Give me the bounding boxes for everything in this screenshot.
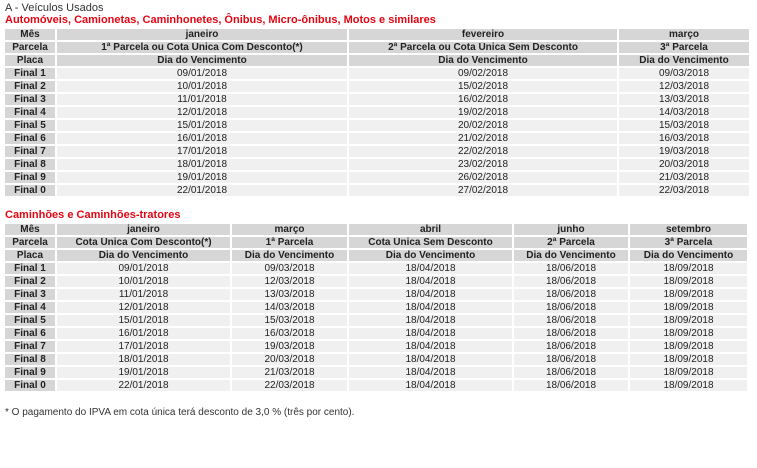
month-header: março — [619, 29, 749, 40]
date-cell: 18/09/2018 — [630, 341, 747, 352]
date-cell: 22/03/2018 — [232, 380, 347, 391]
date-cell: 18/06/2018 — [514, 302, 628, 313]
due-header: Dia do Vencimento — [619, 55, 749, 66]
date-cell: 18/09/2018 — [630, 380, 747, 391]
date-cell: 18/04/2018 — [349, 302, 512, 313]
date-cell: 18/04/2018 — [349, 276, 512, 287]
placa-cell: Final 0 — [5, 380, 55, 391]
date-cell: 12/03/2018 — [232, 276, 347, 287]
date-cell: 18/04/2018 — [349, 354, 512, 365]
table-row — [5, 328, 747, 339]
label-parcela: Parcela — [5, 42, 55, 53]
date-cell: 21/02/2018 — [349, 133, 617, 144]
date-cell: 19/03/2018 — [619, 146, 749, 157]
table-row — [5, 276, 747, 287]
date-cell: 09/03/2018 — [232, 263, 347, 274]
footnote: * O pagamento do IPVA em cota única terá desconto de 3,0 % (três por cento). — [5, 407, 355, 418]
date-cell: 18/01/2018 — [57, 159, 347, 170]
date-cell: 19/02/2018 — [349, 107, 617, 118]
parcela-header: Cota Única Com Desconto(*) — [57, 237, 230, 248]
date-cell: 18/06/2018 — [514, 354, 628, 365]
date-cell: 18/09/2018 — [630, 302, 747, 313]
due-header: Dia do Vencimento — [349, 55, 617, 66]
row-parcela — [5, 42, 749, 53]
table-row — [5, 159, 749, 170]
date-cell: 18/06/2018 — [514, 289, 628, 300]
section-a-title: A - Veículos Usados — [5, 2, 104, 14]
date-cell: 18/09/2018 — [630, 276, 747, 287]
placa-cell: Final 9 — [5, 367, 55, 378]
parcela-header: 2ª Parcela ou Cota Única Sem Desconto — [349, 42, 617, 53]
date-cell: 10/01/2018 — [57, 276, 230, 287]
placa-cell: Final 3 — [5, 289, 55, 300]
date-cell: 13/03/2018 — [619, 94, 749, 105]
date-cell: 22/01/2018 — [57, 185, 347, 196]
due-header: Dia do Vencimento — [349, 250, 512, 261]
placa-cell: Final 4 — [5, 107, 55, 118]
month-header: setembro — [630, 224, 747, 235]
month-header: junho — [514, 224, 628, 235]
table-row — [5, 107, 749, 118]
date-cell: 23/02/2018 — [349, 159, 617, 170]
placa-cell: Final 6 — [5, 328, 55, 339]
due-header: Dia do Vencimento — [514, 250, 628, 261]
date-cell: 09/03/2018 — [619, 68, 749, 79]
table-caminhoes — [3, 222, 749, 393]
placa-cell: Final 4 — [5, 302, 55, 313]
label-placa: Placa — [5, 55, 55, 66]
table-row — [5, 380, 747, 391]
row-parcela — [5, 237, 747, 248]
date-cell: 15/02/2018 — [349, 81, 617, 92]
date-cell: 16/02/2018 — [349, 94, 617, 105]
table-row — [5, 81, 749, 92]
month-header: janeiro — [57, 29, 347, 40]
date-cell: 18/06/2018 — [514, 380, 628, 391]
date-cell: 18/06/2018 — [514, 367, 628, 378]
date-cell: 09/01/2018 — [57, 263, 230, 274]
placa-cell: Final 0 — [5, 185, 55, 196]
placa-cell: Final 1 — [5, 68, 55, 79]
table-row — [5, 146, 749, 157]
date-cell: 21/03/2018 — [232, 367, 347, 378]
parcela-header: 1ª Parcela — [232, 237, 347, 248]
date-cell: 17/01/2018 — [57, 146, 347, 157]
date-cell: 15/01/2018 — [57, 120, 347, 131]
date-cell: 11/01/2018 — [57, 289, 230, 300]
month-header: abril — [349, 224, 512, 235]
date-cell: 16/01/2018 — [57, 328, 230, 339]
table-row — [5, 341, 747, 352]
placa-cell: Final 6 — [5, 133, 55, 144]
date-cell: 18/09/2018 — [630, 263, 747, 274]
date-cell: 16/03/2018 — [232, 328, 347, 339]
table-row — [5, 302, 747, 313]
date-cell: 19/01/2018 — [57, 172, 347, 183]
row-placa — [5, 55, 749, 66]
date-cell: 12/01/2018 — [57, 302, 230, 313]
date-cell: 18/01/2018 — [57, 354, 230, 365]
date-cell: 15/03/2018 — [619, 120, 749, 131]
table-row — [5, 263, 747, 274]
parcela-header: 1ª Parcela ou Cota Única Com Desconto(*) — [57, 42, 347, 53]
date-cell: 16/01/2018 — [57, 133, 347, 144]
label-parcela: Parcela — [5, 237, 55, 248]
parcela-header: Cota Única Sem Desconto — [349, 237, 512, 248]
date-cell: 18/06/2018 — [514, 263, 628, 274]
placa-cell: Final 8 — [5, 159, 55, 170]
section-a-subtitle: Automóveis, Camionetas, Caminhonetes, Ônibus, Micro-ônibus, Motos e similares — [5, 14, 436, 26]
date-cell: 18/04/2018 — [349, 367, 512, 378]
date-cell: 20/03/2018 — [232, 354, 347, 365]
date-cell: 13/03/2018 — [232, 289, 347, 300]
date-cell: 15/03/2018 — [232, 315, 347, 326]
table-row — [5, 315, 747, 326]
row-mes — [5, 29, 749, 40]
row-placa — [5, 250, 747, 261]
date-cell: 21/03/2018 — [619, 172, 749, 183]
label-mes: Mês — [5, 224, 55, 235]
date-cell: 20/03/2018 — [619, 159, 749, 170]
placa-cell: Final 2 — [5, 276, 55, 287]
placa-cell: Final 9 — [5, 172, 55, 183]
due-header: Dia do Vencimento — [232, 250, 347, 261]
date-cell: 18/09/2018 — [630, 354, 747, 365]
date-cell: 18/04/2018 — [349, 380, 512, 391]
date-cell: 12/01/2018 — [57, 107, 347, 118]
placa-cell: Final 8 — [5, 354, 55, 365]
label-placa: Placa — [5, 250, 55, 261]
date-cell: 26/02/2018 — [349, 172, 617, 183]
table-veiculos-usados — [3, 27, 751, 198]
section-b-subtitle: Caminhões e Caminhões-tratores — [5, 209, 181, 221]
date-cell: 18/06/2018 — [514, 276, 628, 287]
table-row — [5, 120, 749, 131]
placa-cell: Final 3 — [5, 94, 55, 105]
date-cell: 10/01/2018 — [57, 81, 347, 92]
date-cell: 18/06/2018 — [514, 328, 628, 339]
month-header: fevereiro — [349, 29, 617, 40]
date-cell: 18/04/2018 — [349, 289, 512, 300]
date-cell: 09/02/2018 — [349, 68, 617, 79]
row-mes — [5, 224, 747, 235]
date-cell: 11/01/2018 — [57, 94, 347, 105]
due-header: Dia do Vencimento — [57, 250, 230, 261]
date-cell: 12/03/2018 — [619, 81, 749, 92]
placa-cell: Final 1 — [5, 263, 55, 274]
date-cell: 18/09/2018 — [630, 328, 747, 339]
table-row — [5, 172, 749, 183]
date-cell: 22/01/2018 — [57, 380, 230, 391]
date-cell: 14/03/2018 — [232, 302, 347, 313]
placa-cell: Final 2 — [5, 81, 55, 92]
table-row — [5, 68, 749, 79]
table-row — [5, 354, 747, 365]
table-row — [5, 133, 749, 144]
date-cell: 20/02/2018 — [349, 120, 617, 131]
placa-cell: Final 7 — [5, 146, 55, 157]
date-cell: 18/04/2018 — [349, 341, 512, 352]
date-cell: 18/04/2018 — [349, 328, 512, 339]
table-row — [5, 289, 747, 300]
date-cell: 18/06/2018 — [514, 341, 628, 352]
date-cell: 14/03/2018 — [619, 107, 749, 118]
date-cell: 09/01/2018 — [57, 68, 347, 79]
placa-cell: Final 5 — [5, 120, 55, 131]
placa-cell: Final 5 — [5, 315, 55, 326]
due-header: Dia do Vencimento — [57, 55, 347, 66]
date-cell: 22/02/2018 — [349, 146, 617, 157]
month-header: janeiro — [57, 224, 230, 235]
date-cell: 22/03/2018 — [619, 185, 749, 196]
date-cell: 18/09/2018 — [630, 315, 747, 326]
date-cell: 19/01/2018 — [57, 367, 230, 378]
label-mes: Mês — [5, 29, 55, 40]
parcela-header: 3ª Parcela — [630, 237, 747, 248]
date-cell: 18/06/2018 — [514, 315, 628, 326]
placa-cell: Final 7 — [5, 341, 55, 352]
table-row — [5, 367, 747, 378]
date-cell: 18/04/2018 — [349, 315, 512, 326]
date-cell: 15/01/2018 — [57, 315, 230, 326]
date-cell: 18/09/2018 — [630, 367, 747, 378]
table-row — [5, 94, 749, 105]
date-cell: 18/04/2018 — [349, 263, 512, 274]
due-header: Dia do Vencimento — [630, 250, 747, 261]
month-header: março — [232, 224, 347, 235]
parcela-header: 2ª Parcela — [514, 237, 628, 248]
date-cell: 18/09/2018 — [630, 289, 747, 300]
table-row — [5, 185, 749, 196]
date-cell: 27/02/2018 — [349, 185, 617, 196]
date-cell: 19/03/2018 — [232, 341, 347, 352]
date-cell: 16/03/2018 — [619, 133, 749, 144]
parcela-header: 3ª Parcela — [619, 42, 749, 53]
date-cell: 17/01/2018 — [57, 341, 230, 352]
